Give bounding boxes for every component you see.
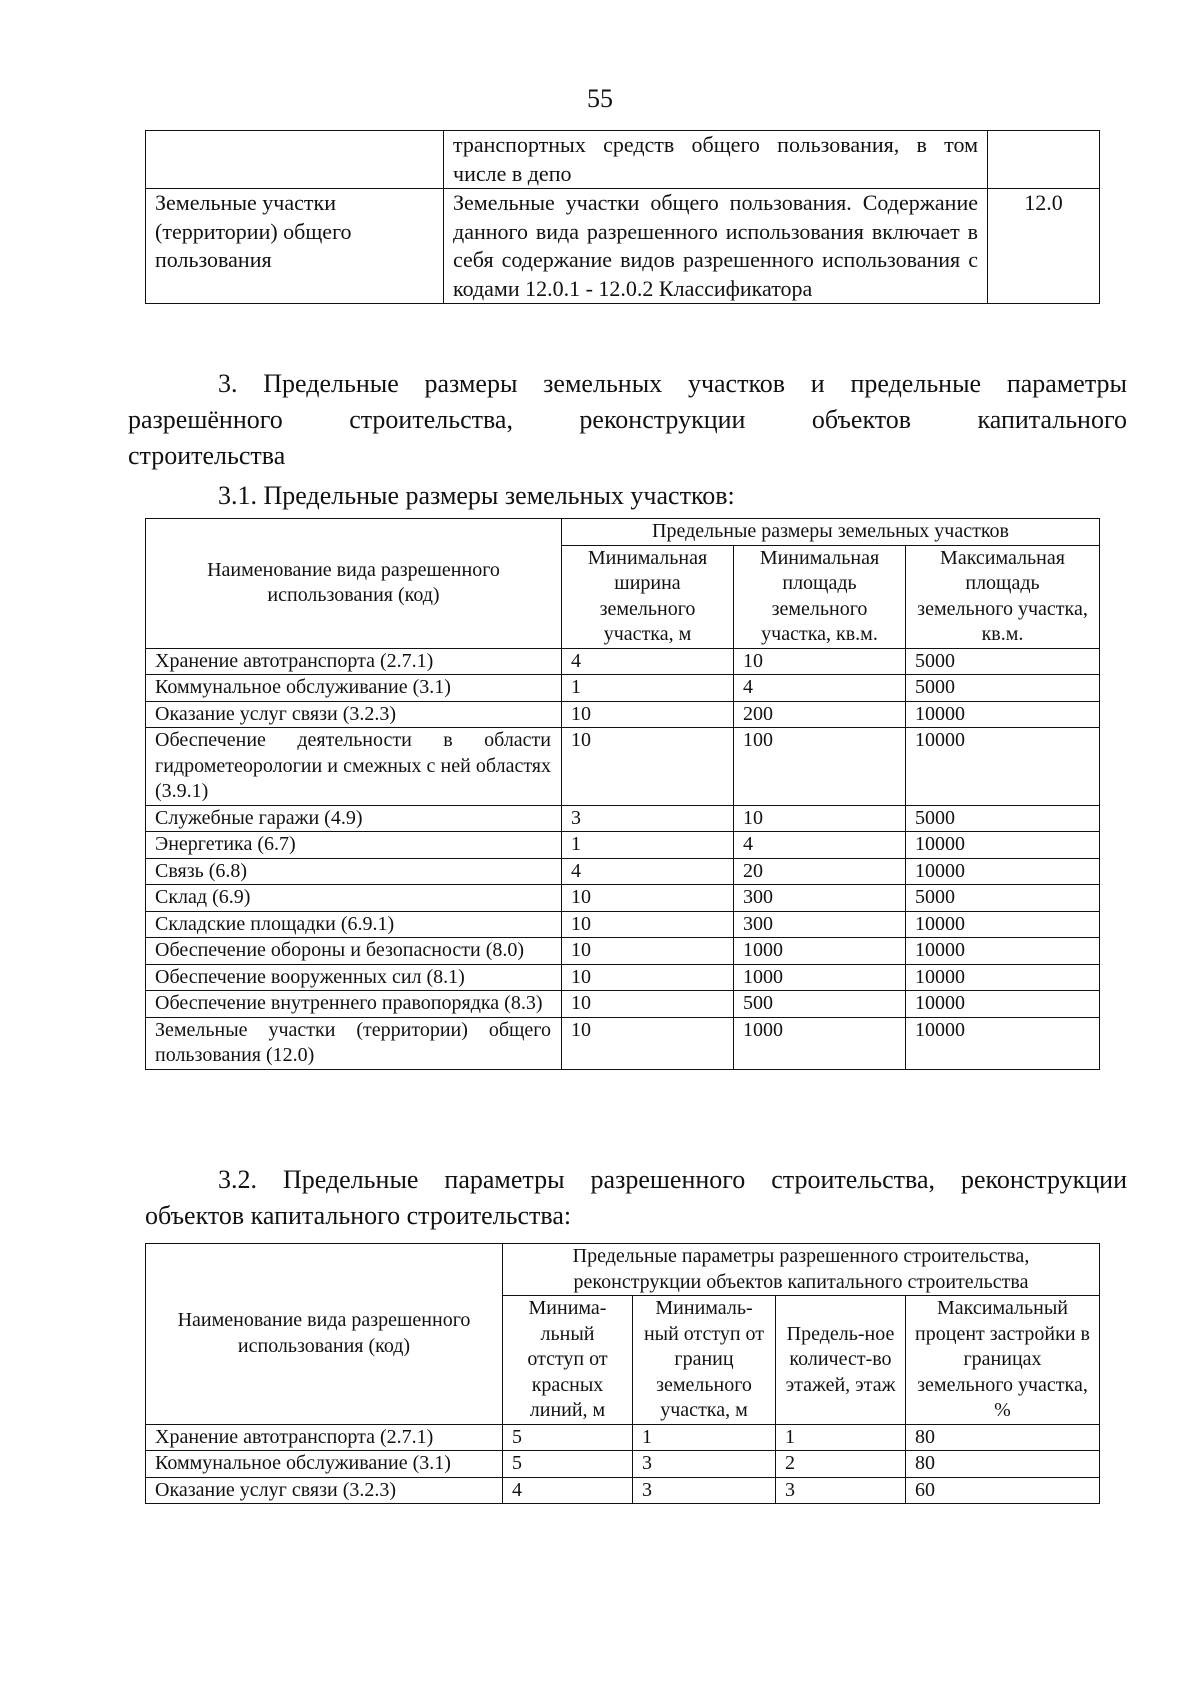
table-row — [146, 911, 1100, 938]
table-cell-min-width: 10 — [562, 911, 734, 938]
page-number: 55 — [587, 84, 613, 113]
table-cell-name: Связь (6.8) — [146, 858, 562, 885]
section-3-line-3: строительства — [128, 441, 286, 470]
table-cell-boundary-offset: 1 — [633, 1424, 776, 1451]
column-header: Максимальная площадь земельного участка, кв.м. — [906, 545, 1100, 648]
group-column-header: Предельные параметры разрешенного строительства, реконструкции объектов капитального строительства — [503, 1244, 1100, 1296]
table-cell-max-area: 5000 — [906, 648, 1100, 675]
table-cell-min-width: 10 — [562, 991, 734, 1018]
table-cell-min-area: 500 — [734, 991, 906, 1018]
table-cell-description: Земельные участки общего пользования. Содержание данного вида разрешенного использования включает в себя содержание видов разрешенного использования с кодами 12.0.1 - 12.0.2 Классификатора — [444, 189, 988, 304]
table-cell-min-width: 3 — [562, 805, 734, 832]
section-3-heading — [128, 366, 1127, 474]
column-header: Максимальный процент застройки в границах земельного участка, % — [906, 1296, 1100, 1425]
table-cell-max-area: 5000 — [906, 885, 1100, 912]
table-cell-max-area: 10000 — [906, 911, 1100, 938]
section-3-2-line-2: объектов капитального строительства: — [145, 1201, 572, 1230]
table-row — [146, 991, 1100, 1018]
section-3-1-heading: 3.1. Предельные размеры земельных участков: — [218, 481, 735, 510]
table-cell-name: Обеспечение деятельности в области гидрометеорологии и смежных с ней областях (3.9.1) — [146, 728, 562, 806]
table-cell-description: транспортных средств общего пользования, в том числе в депо — [444, 131, 988, 189]
table-cell-code: 12.0 — [988, 189, 1100, 304]
table-cell-min-width: 4 — [562, 648, 734, 675]
table-cell-min-width: 1 — [562, 675, 734, 702]
table-cell-min-width: 10 — [562, 728, 734, 806]
column-header: Минима-льный отступ от красных линий, м — [503, 1296, 633, 1425]
table-row — [146, 675, 1100, 702]
table-cell-name: Энергетика (6.7) — [146, 832, 562, 859]
table-cell-name: Обеспечение обороны и безопасности (8.0) — [146, 938, 562, 965]
section-3-line-1: 3. Предельные размеры земельных участков и предельные параметры — [218, 369, 1127, 398]
continuation-table — [145, 130, 1100, 304]
table-cell-coverage: 80 — [906, 1424, 1100, 1451]
table-row — [146, 858, 1100, 885]
table-cell-min-area: 100 — [734, 728, 906, 806]
table-cell-min-area: 10 — [734, 648, 906, 675]
column-header: Минимальная площадь земельного участка, кв.м. — [734, 545, 906, 648]
table-cell-min-area: 4 — [734, 675, 906, 702]
table-cell-coverage: 80 — [906, 1451, 1100, 1478]
table-cell-max-area: 10000 — [906, 728, 1100, 806]
table-cell-floors: 3 — [776, 1477, 906, 1504]
column-header: Минимальная ширина земельного участка, м — [562, 545, 734, 648]
table-cell-min-area: 1000 — [734, 964, 906, 991]
table-row — [146, 832, 1100, 859]
table-cell-min-width: 10 — [562, 885, 734, 912]
table-cell-max-area: 10000 — [906, 991, 1100, 1018]
table-cell-min-width: 4 — [562, 858, 734, 885]
table-cell-coverage: 60 — [906, 1477, 1100, 1504]
table-header-row — [146, 1244, 1100, 1296]
table-cell-min-width: 10 — [562, 1017, 734, 1069]
table-cell-boundary-offset: 3 — [633, 1477, 776, 1504]
table-cell-floors: 1 — [776, 1424, 906, 1451]
table-row — [146, 885, 1100, 912]
table-cell-red-line-offset: 4 — [503, 1477, 633, 1504]
section-3-line-2: разрешённого строительства, реконструкции объектов капитального — [128, 405, 1127, 434]
table-cell-floors: 2 — [776, 1451, 906, 1478]
table-row — [146, 728, 1100, 806]
section-3-2-line-1: 3.2. Предельные параметры разрешенного строительства, реконструкции — [218, 1165, 1127, 1194]
table-cell-name: Хранение автотранспорта (2.7.1) — [146, 1424, 503, 1451]
table-cell-min-width: 10 — [562, 938, 734, 965]
table-row — [146, 189, 1100, 304]
table-cell-min-area: 1000 — [734, 1017, 906, 1069]
table-cell-name: Обеспечение вооруженных сил (8.1) — [146, 964, 562, 991]
table-cell-max-area: 10000 — [906, 964, 1100, 991]
table-row — [146, 648, 1100, 675]
table-cell-max-area: 10000 — [906, 1017, 1100, 1069]
table-cell-red-line-offset: 5 — [503, 1424, 633, 1451]
table-row — [146, 701, 1100, 728]
table-row — [146, 1017, 1100, 1069]
table-cell-code — [988, 131, 1100, 189]
table-cell-max-area: 10000 — [906, 858, 1100, 885]
table-row — [146, 938, 1100, 965]
table-row — [146, 1424, 1100, 1451]
table-cell-name: Оказание услуг связи (3.2.3) — [146, 1477, 503, 1504]
table-cell-min-area: 10 — [734, 805, 906, 832]
table-cell-min-width: 10 — [562, 701, 734, 728]
table-cell-min-area: 1000 — [734, 938, 906, 965]
table-cell-name: Коммунальное обслуживание (3.1) — [146, 1451, 503, 1478]
table-row — [146, 1451, 1100, 1478]
table-cell-boundary-offset: 3 — [633, 1451, 776, 1478]
table-cell-min-width: 1 — [562, 832, 734, 859]
construction-parameters-table — [145, 1243, 1100, 1504]
section-3-2-heading — [128, 1162, 1127, 1234]
column-header: Предель-ное количест-во этажей, этаж — [776, 1296, 906, 1425]
table-cell-name — [146, 131, 444, 189]
land-plot-sizes-table — [145, 518, 1100, 1070]
table-row — [146, 1477, 1100, 1504]
table-cell-max-area: 5000 — [906, 805, 1100, 832]
table-cell-min-area: 300 — [734, 885, 906, 912]
table-cell-red-line-offset: 5 — [503, 1451, 633, 1478]
table-cell-min-area: 4 — [734, 832, 906, 859]
name-column-header: Наименование вида разрешенного использования (код) — [146, 1244, 503, 1425]
table-cell-name: Служебные гаражи (4.9) — [146, 805, 562, 832]
table-cell-name: Склад (6.9) — [146, 885, 562, 912]
table-cell-name: Земельные участки (территории) общего пользования (12.0) — [146, 1017, 562, 1069]
table-cell-min-width: 10 — [562, 964, 734, 991]
table-cell-name: Складские площадки (6.9.1) — [146, 911, 562, 938]
group-column-header: Предельные размеры земельных участков — [562, 519, 1100, 546]
table-cell-name: Обеспечение внутреннего правопорядка (8.3) — [146, 991, 562, 1018]
table-row — [146, 131, 1100, 189]
table-row — [146, 964, 1100, 991]
column-header: Минималь-ный отступ от границ земельного участка, м — [633, 1296, 776, 1425]
table-cell-min-area: 200 — [734, 701, 906, 728]
table-cell-max-area: 10000 — [906, 832, 1100, 859]
name-column-header: Наименование вида разрешенного использования (код) — [146, 519, 562, 649]
table-row — [146, 805, 1100, 832]
table-cell-max-area: 10000 — [906, 938, 1100, 965]
table-cell-name: Оказание услуг связи (3.2.3) — [146, 701, 562, 728]
table-header-row — [146, 519, 1100, 546]
table-cell-name: Коммунальное обслуживание (3.1) — [146, 675, 562, 702]
table-cell-name: Земельные участки (территории) общего пользования — [146, 189, 444, 304]
table-cell-max-area: 5000 — [906, 675, 1100, 702]
table-cell-name: Хранение автотранспорта (2.7.1) — [146, 648, 562, 675]
table-cell-min-area: 300 — [734, 911, 906, 938]
table-cell-max-area: 10000 — [906, 701, 1100, 728]
table-cell-min-area: 20 — [734, 858, 906, 885]
